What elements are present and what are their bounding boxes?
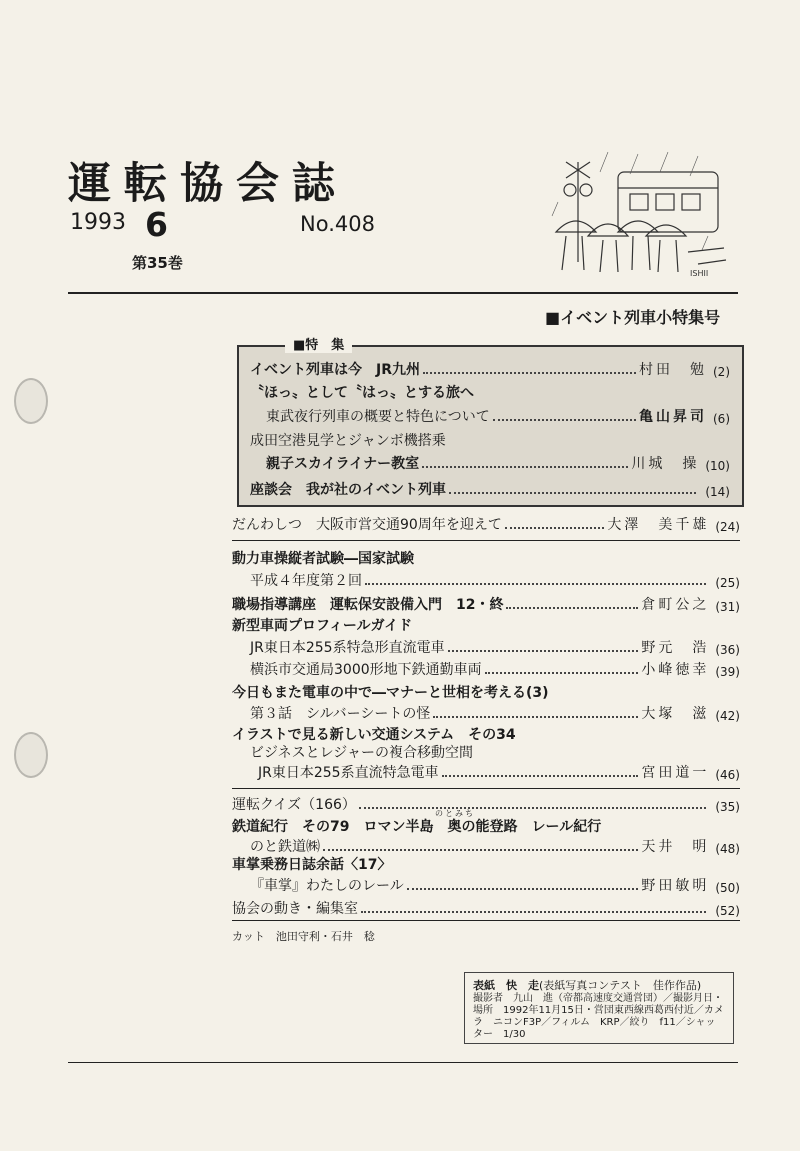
entry-title: JR東日本255系特急形直流電車	[250, 640, 445, 656]
issue-number: No.408	[300, 212, 375, 236]
entry-author: 亀山昇司	[639, 409, 707, 425]
section-rule	[232, 540, 740, 541]
section-rule	[232, 788, 740, 789]
toc-entry[interactable]	[250, 701, 740, 723]
toc-entry[interactable]	[232, 613, 740, 635]
entry-title: 協会の動き・編集室	[232, 901, 358, 917]
cover-credit-box	[464, 972, 734, 1044]
entry-title: 親子スカイライナー教室	[266, 456, 420, 472]
entry-page: (36)	[715, 643, 740, 657]
toc-entry[interactable]	[232, 852, 740, 874]
toc-entry[interactable]	[266, 451, 730, 473]
entry-title: 成田空港見学とジャンボ機搭乗	[250, 433, 446, 449]
entry-title: 平成４年度第２回	[250, 573, 362, 589]
toc-entry[interactable]	[232, 592, 740, 614]
entry-title: JR東日本255系直流特急電車	[258, 765, 439, 781]
toc-entry[interactable]	[250, 657, 740, 679]
toc-entry[interactable]	[232, 512, 740, 534]
feature-label: ■特 集	[285, 334, 352, 353]
toc-entry[interactable]	[232, 792, 740, 814]
cover-note: (表紙写真コンテスト 佳作作品)	[539, 979, 702, 992]
entry-page: (25)	[715, 576, 740, 590]
ruby-annotation: のとみち	[435, 809, 475, 818]
toc-entry[interactable]	[266, 404, 730, 426]
entry-page: (46)	[715, 768, 740, 782]
entry-page: (31)	[715, 600, 740, 614]
issue-year: 1993	[70, 210, 126, 235]
bottom-rule	[68, 1062, 738, 1063]
entry-title: イベント列車は今 JR九州	[250, 362, 420, 378]
toc-entry[interactable]	[250, 740, 740, 762]
header-rule	[68, 292, 738, 294]
cover-details: 撮影者 九山 進（帝都高速度交通営団）／撮影月日・場所 1992年11月15日・営団東西線西葛西付近／カメラ ニコンF3P／フィルム KRP／絞り f11／シャッター 1/30	[473, 993, 724, 1040]
toc-entry[interactable]	[250, 568, 740, 590]
entry-page: (50)	[715, 881, 740, 895]
entry-page: (52)	[715, 904, 740, 918]
entry-title: 今日もまた電車の中で―マナーと世相を考える(3)	[232, 685, 549, 701]
toc-entry[interactable]	[250, 635, 740, 657]
entry-page: (42)	[715, 709, 740, 723]
entry-title: イラストで見る新しい交通システム その34	[232, 727, 516, 743]
entry-page: (39)	[715, 665, 740, 679]
toc-entry[interactable]	[250, 477, 730, 499]
entry-author: 倉町公之	[641, 597, 710, 613]
entry-title: 座談会 我が社のイベント列車	[250, 482, 446, 498]
footer-rule	[232, 920, 740, 921]
entry-page: (10)	[705, 459, 730, 473]
entry-title: だんわしつ 大阪市営交通90周年を迎えて	[232, 517, 502, 533]
entry-author: 野元 浩	[641, 640, 710, 656]
toc-entry[interactable]	[232, 896, 740, 918]
entry-title: 車掌乗務日誌余話〈17〉	[232, 857, 392, 873]
entry-page: (48)	[715, 842, 740, 856]
magazine-title: 運転協会誌	[68, 159, 348, 209]
cut-credit: カット 池田守利・石井 稔	[232, 930, 375, 943]
issue-month: 6	[145, 205, 168, 244]
entry-page: (14)	[705, 485, 730, 499]
entry-author: 川城 操	[631, 456, 700, 472]
toc-entry[interactable]	[258, 760, 740, 782]
entry-title: 運転クイズ（166）	[232, 797, 356, 813]
entry-page: (35)	[715, 800, 740, 814]
entry-page: (24)	[715, 520, 740, 534]
toc-entry[interactable]	[250, 428, 730, 450]
toc-entry[interactable]	[250, 873, 740, 895]
entry-author: 天井 明	[641, 839, 710, 855]
entry-title: ビジネスとレジャーの複合移動空間	[250, 745, 473, 761]
entry-author: 村田 勉	[639, 362, 707, 378]
special-issue-title: ■イベント列車小特集号	[545, 308, 721, 327]
entry-title: 東武夜行列車の概要と特色について	[266, 409, 490, 425]
entry-title: 動力車操縦者試験―国家試験	[232, 551, 414, 567]
entry-page: (2)	[713, 365, 730, 379]
entry-author: 大塚 滋	[641, 706, 710, 722]
entry-title: 〝ほっ〟として〝はっ〟とする旅へ	[250, 385, 474, 401]
entry-author: 大澤 美千雄	[607, 517, 710, 533]
cover-heading: 表紙 快 走	[473, 979, 539, 992]
entry-author: 小峰徳幸	[641, 662, 710, 678]
entry-title: 新型車両プロフィールガイド	[232, 618, 413, 634]
toc-entry[interactable]	[232, 814, 740, 836]
entry-author: 宮田道一	[641, 765, 710, 781]
entry-title: 鉄道紀行 その79 ロマン半島 奥の能登路 レール紀行	[232, 819, 602, 835]
toc-entry[interactable]	[232, 546, 740, 568]
entry-title: 『車掌』わたしのレール	[250, 878, 404, 894]
entry-title: 横浜市交通局3000形地下鉄通勤車両	[250, 662, 482, 678]
entry-author: 野田敏明	[641, 878, 710, 894]
entry-title: のと鉄道㈱	[250, 839, 320, 855]
toc-entry[interactable]	[250, 380, 730, 402]
entry-title: 職場指導講座 運転保安設備入門 12・終	[232, 597, 504, 613]
entry-title: 第３話 シルバーシートの怪	[250, 706, 431, 722]
entry-page: (6)	[713, 412, 730, 426]
toc-entry[interactable]	[250, 357, 730, 379]
toc-entry[interactable]	[232, 680, 740, 702]
cover-illustration	[548, 152, 728, 280]
binder-hole-bottom	[14, 732, 48, 778]
binder-hole-top	[14, 378, 48, 424]
volume-number: 第35巻	[132, 254, 183, 272]
illustration-signature: ISHII	[690, 269, 709, 278]
